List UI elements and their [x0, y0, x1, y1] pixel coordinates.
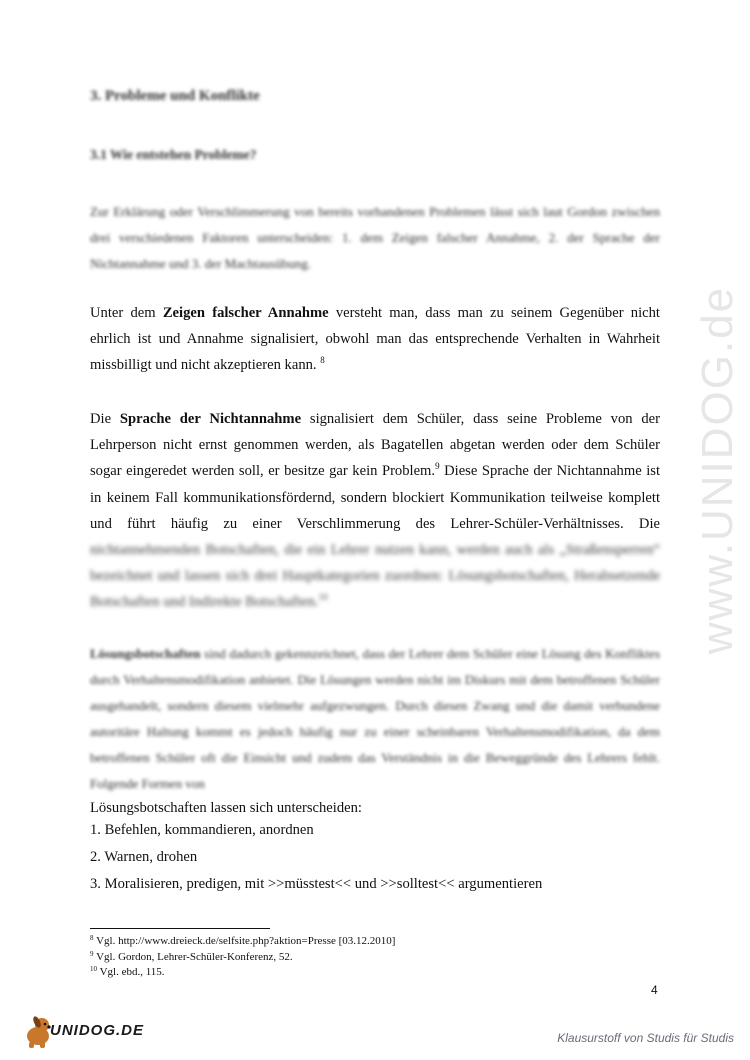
logo-text: UNIDOG.DE [50, 1022, 145, 1039]
paragraph-intro: Zur Erklärung oder Verschlimmerung von bereits vorhandenen Problemen lässt sich laut Gordon zwischen drei verschiedenen Faktoren unterscheiden: 1. dem Zeigen falscher Annahme, 2. der Sprache der Nichtannahme und 3. der Machtausübung. [90, 204, 660, 271]
paragraph-text: Unter dem [90, 305, 156, 321]
footnote-ref: 10 [318, 592, 328, 603]
dog-icon [27, 1015, 51, 1048]
footnote-divider [90, 928, 270, 929]
footnote-text: Vgl. http://www.dreieck.de/selfsite.php?aktion=Presse [03.12.2010] [96, 935, 396, 947]
paragraph-text: Die [90, 411, 112, 427]
subsection-heading: 3.1 Wie entstehen Probleme? [90, 147, 257, 162]
list-item: 1. Befehlen, kommandieren, anordnen [90, 822, 314, 838]
paragraph-text: Diese Sprache der Nichtannahme ist in keinem Fall kommunikationsfördernd, sondern blockiert Kommunikation teilweise komplett und führt häufig zu einer Verschlimmerung des Lehrer-Schüler-Verhältnisses. Die [90, 463, 661, 532]
footnote-number: 10 [90, 965, 97, 973]
paragraph-text-blurred: nichtannehmenden Botschaften, die ein Lehrer nutzen kann, werden auch als „Straßensperren“ bezeichnet und lassen sich drei Hauptkategorien zuordnen: Lösungsbotschaften, Herabsetzende Botschaften und Indirekte Botschaften. [90, 542, 660, 611]
list-item: 2. Warnen, drohen [90, 849, 198, 865]
footnote-ref: 8 [320, 355, 325, 366]
footnote-ref: 9 [435, 461, 440, 472]
paragraph-list-intro: Lösungsbotschaften lassen sich unterscheiden: [90, 800, 362, 816]
footnote-text: Vgl. Gordon, Lehrer-Schüler-Konferenz, 52. [96, 951, 293, 963]
paragraph-text: versteht man, dass man zu seinem Gegenüber nicht ehrlich ist und Annahme signalisiert, obwohl man das entsprechende Verhalten in Wahrheit missbilligt und nicht akzeptieren kann. [90, 305, 660, 374]
bold-term: Sprache der Nichtannahme [119, 411, 302, 427]
list-item: 3. Moralisieren, predigen, mit >>müsstest<< und >>solltest<< argumentieren [90, 876, 543, 892]
watermark: www.UNIDOG.de [693, 285, 742, 655]
footer-tagline: Klausurstoff von Studis für Studis [557, 1031, 734, 1045]
footnote-number: 8 [90, 934, 94, 942]
footnote-number: 9 [90, 950, 94, 958]
paragraph-loesungsbotschaften [90, 641, 660, 797]
section-heading: 3. Probleme und Konflikte [90, 88, 260, 104]
footnote [90, 935, 395, 947]
page-number: 4 [651, 983, 658, 997]
bold-term: Zeigen falscher Annahme [162, 305, 329, 321]
paragraph-text: sind dadurch gekennzeichnet, dass der Lehrer dem Schüler eine Lösung des Konfliktes durch Verhaltensmodifikation anbietet. Die Lösungen werden nicht im Diskurs mit dem betroffenen Schüler ausgehandelt, sondern diesem vielmehr aufgezwungen. Durch diesen Zwang und die damit verbundene autoritäre Haltung kommt es jedoch häufig nur zu einer scheinbaren Verhaltensmodifikation, da dem betroffenen Schüler oft die Einsicht und zudem das Verständnis in die Beweggründe des Lehrers fehlt. Folgende Formen von [90, 646, 661, 791]
paragraph-text: signalisiert dem Schüler, dass seine Probleme von der Lehrperson nicht ernst genommen werden, als Bagatellen abgetan werden oder dem Schüler sogar eingeredet werden soll, er besitze gar kein Problem. [90, 411, 660, 480]
paragraph-falsche-annahme [90, 300, 660, 379]
footnote [90, 966, 165, 978]
bold-term: Lösungsbotschaften [90, 646, 201, 661]
footnote-text: Vgl. ebd., 115. [99, 966, 165, 978]
footnote [90, 951, 293, 963]
paragraph-nichtannahme [90, 406, 660, 616]
